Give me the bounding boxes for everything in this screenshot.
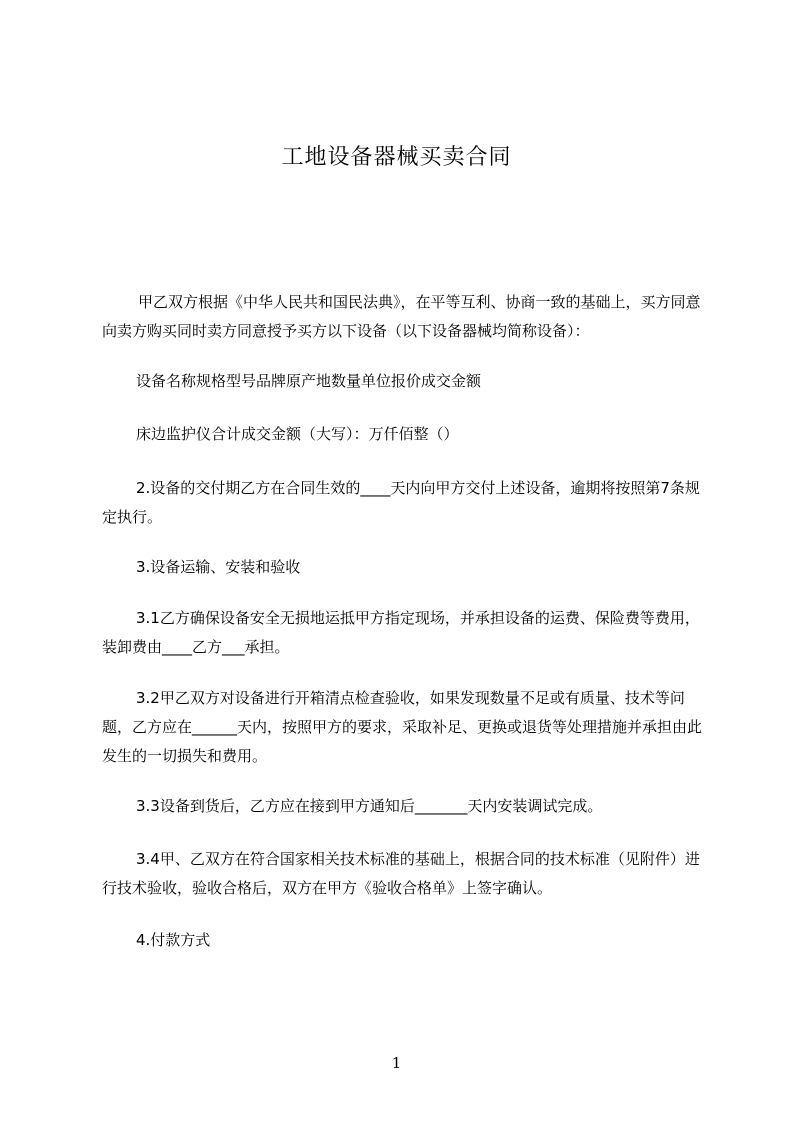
paragraph-clause-2 bbox=[102, 474, 712, 532]
paragraph-text: 3.4甲、乙双方在符合国家相关技术标准的基础上，根据合同的技术标准（见附件）进行技术验收，验收合格后，双方在甲方《验收合格单》上签字确认。 bbox=[102, 850, 700, 897]
paragraph-text: 2.设备的交付期乙方在合同生效的____天内向甲方交付上述设备，逾期将按照第7条规定执行。 bbox=[102, 479, 700, 526]
paragraph-intro bbox=[102, 288, 712, 346]
paragraph-text: 4.付款方式 bbox=[136, 931, 211, 949]
paragraph-text: 3.设备运输、安装和验收 bbox=[136, 558, 301, 576]
paragraph-text: 3.1乙方确保设备安全无损地运抵甲方指定现场，并承担设备的运费、保险费等费用，装卸费由____乙方___承担。 bbox=[102, 609, 700, 656]
paragraph-clause-3-heading bbox=[102, 553, 712, 582]
paragraph-clause-3-3 bbox=[102, 792, 712, 821]
paragraph-text: 床边监护仪合计成交金额（大写）：万仟佰整（） bbox=[136, 425, 459, 443]
paragraph-clause-3-2 bbox=[102, 684, 712, 771]
paragraph-clause-4-heading bbox=[102, 926, 712, 955]
paragraph-text: 3.2甲乙双方对设备进行开箱清点检查验收，如果发现数量不足或有质量、技术等问题，乙方应在______天内，按照甲方的要求，采取补足、更换或退货等处理措施并承担由此发生的一切损失和费用。 bbox=[102, 689, 703, 765]
paragraph-equipment-header bbox=[102, 367, 712, 396]
paragraph-text: 设备名称规格型号品牌原产地数量单位报价成交金额 bbox=[136, 372, 482, 390]
paragraph-clause-3-4 bbox=[102, 845, 712, 903]
paragraph-clause-3-1 bbox=[102, 604, 712, 662]
paragraph-total-amount bbox=[102, 420, 712, 449]
document-title: 工地设备器械买卖合同 bbox=[281, 145, 512, 170]
page-number: 1 bbox=[391, 1054, 402, 1072]
paragraph-text: 3.3设备到货后，乙方应在接到甲方通知后_______天内安装调试完成。 bbox=[136, 797, 603, 815]
paragraph-text: 甲乙双方根据《中华人民共和国民法典》，在平等互利、协商一致的基础上，买方同意向卖方购买同时卖方同意授予买方以下设备（以下设备器械均简称设备）： bbox=[102, 293, 701, 340]
